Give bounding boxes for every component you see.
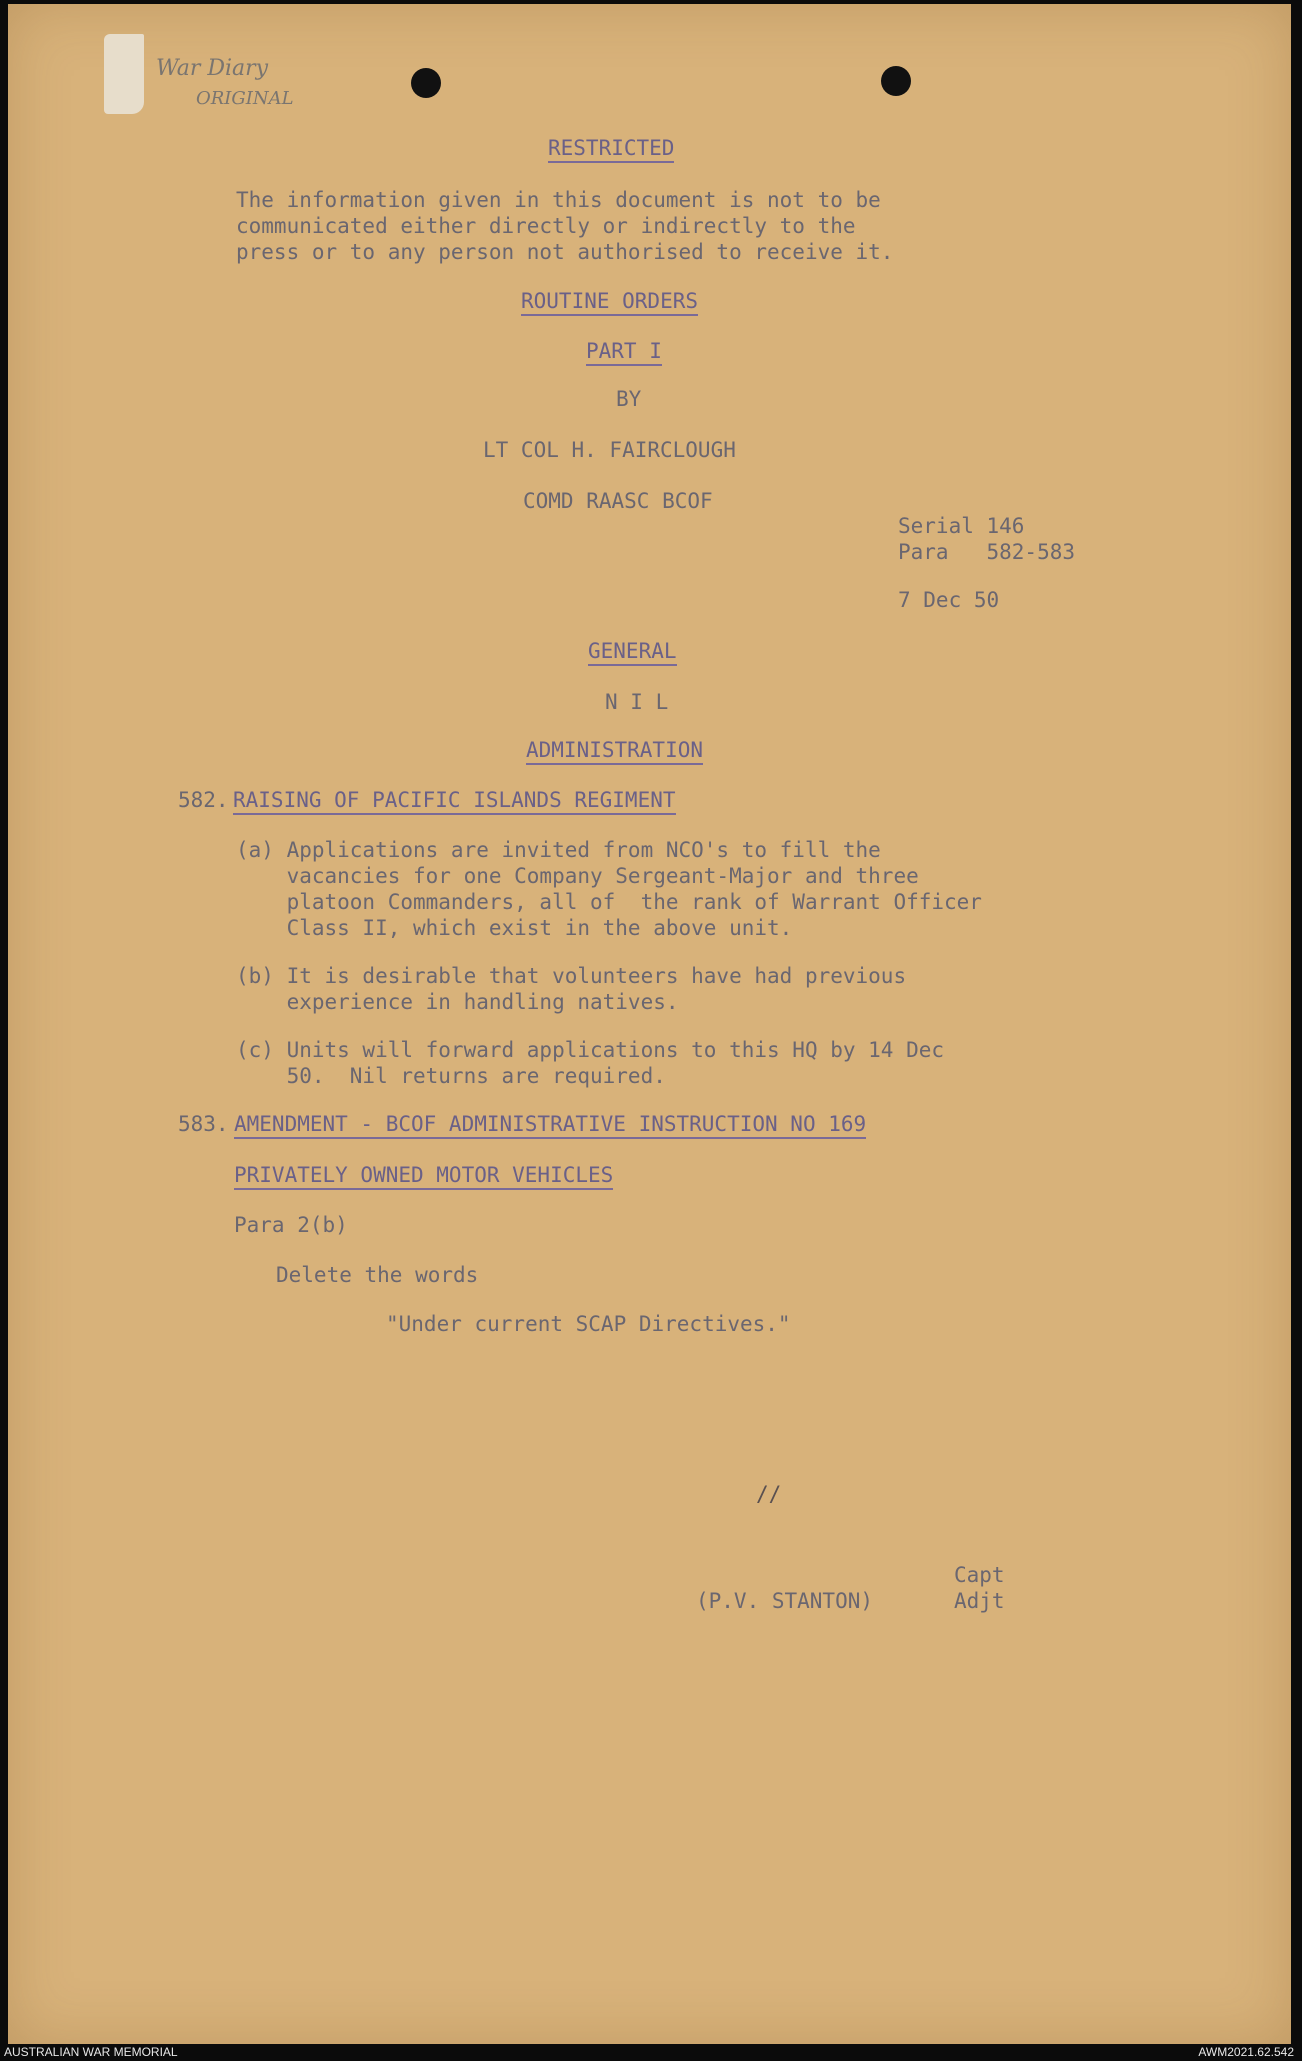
signatory-rank: Capt (954, 1563, 1005, 1587)
general-heading: GENERAL (588, 637, 677, 665)
para-583-number: 583. (178, 1112, 229, 1136)
quoted-words: "Under current SCAP Directives." (386, 1312, 791, 1336)
part-heading: PART I (586, 337, 662, 365)
by-line: BY (616, 387, 642, 411)
para-582-number: 582. (178, 788, 229, 812)
handwritten-note-original: ORIGINAL (196, 88, 294, 109)
item-c-line-1: (c) Units will forward applications to this HQ by 14 Dec (236, 1038, 945, 1062)
notice-line-3: press or to any person not authorised to receive it. (236, 240, 894, 264)
footer-accession-number: AWM2021.62.542 (1198, 2045, 1294, 2059)
handwritten-note-war-diary: War Diary (156, 56, 269, 81)
punch-hole-right (881, 66, 911, 96)
para-range: Para 582-583 (898, 540, 1076, 564)
signatory-name: (P.V. STANTON) (696, 1589, 874, 1613)
item-a-line-4: Class II, which exist in the above unit. (236, 916, 793, 940)
item-c-line-2: 50. Nil returns are required. (236, 1064, 666, 1088)
document-page (8, 4, 1291, 2044)
delete-instruction: Delete the words (276, 1263, 479, 1287)
classification-heading: RESTRICTED (548, 134, 674, 162)
footer-institution: AUSTRALIAN WAR MEMORIAL (4, 2045, 178, 2059)
para-583-subheading: PRIVATELY OWNED MOTOR VEHICLES (234, 1161, 613, 1189)
item-b-line-2: experience in handling natives. (236, 990, 679, 1014)
officer-name: LT COL H. FAIRCLOUGH (483, 438, 736, 462)
serial-number: Serial 146 (898, 514, 1025, 538)
general-body: N I L (605, 690, 669, 714)
item-b-line-1: (b) It is desirable that volunteers have had previous (236, 964, 907, 988)
para-583-heading: AMENDMENT - BCOF ADMINISTRATIVE INSTRUCTION NO 169 (234, 1110, 866, 1138)
signatory-appointment: Adjt (954, 1589, 1005, 1613)
item-a-line-3: platoon Commanders, all of the rank of Warrant Officer (236, 890, 982, 914)
para-582-heading: RAISING OF PACIFIC ISLANDS REGIMENT (233, 786, 676, 814)
torn-corner (104, 34, 144, 114)
order-date: 7 Dec 50 (898, 588, 1000, 612)
notice-line-1: The information given in this document is not to be (236, 188, 881, 212)
command-line: COMD RAASC BCOF (523, 489, 713, 513)
para-reference: Para 2(b) (234, 1213, 348, 1237)
signature-mark: // (756, 1482, 782, 1506)
item-a-line-2: vacancies for one Company Sergeant-Major and three (236, 864, 919, 888)
punch-hole-left (411, 68, 441, 98)
administration-heading: ADMINISTRATION (526, 736, 703, 764)
item-a-line-1: (a) Applications are invited from NCO's to fill the (236, 838, 881, 862)
notice-line-2: communicated either directly or indirectly to the (236, 214, 856, 238)
routine-orders-title: ROUTINE ORDERS (521, 287, 698, 315)
